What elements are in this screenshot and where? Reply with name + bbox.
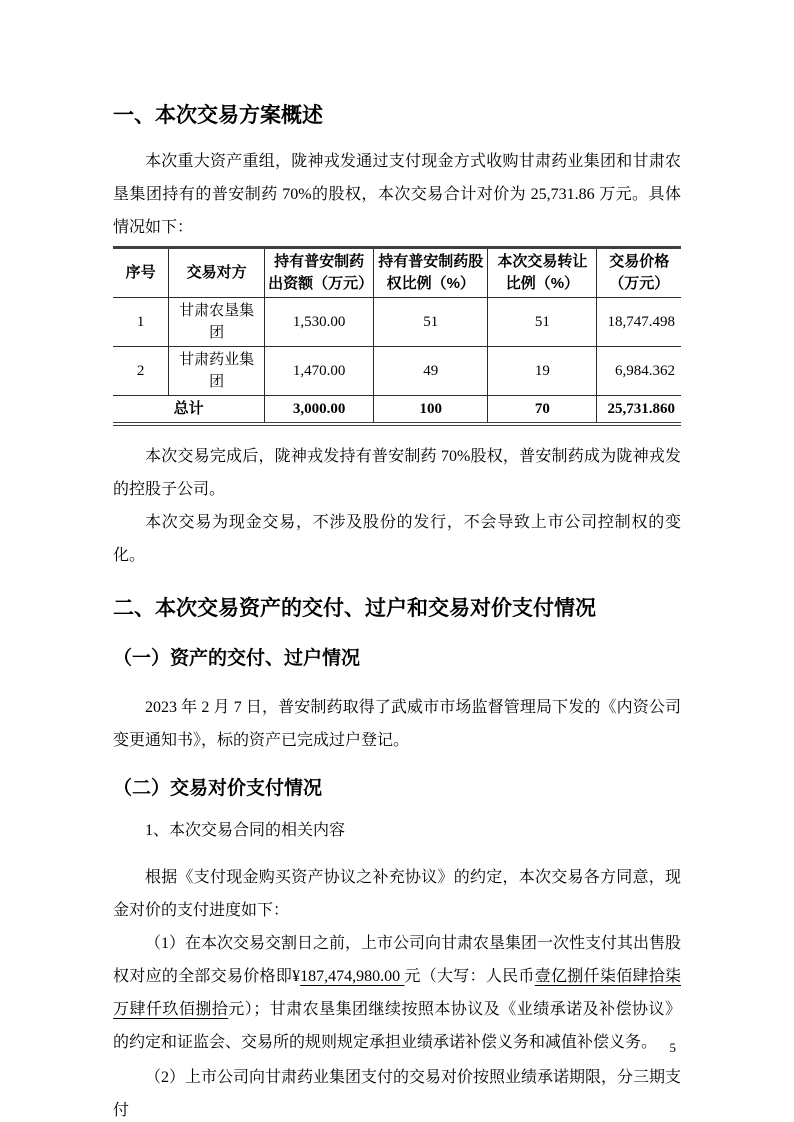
table-cell-index: 1	[113, 298, 169, 347]
table-total-equity-ratio: 100	[374, 396, 488, 425]
section2-sub1-heading: （一）资产的交付、过户情况	[113, 648, 361, 669]
table-cell-capital: 1,530.00	[265, 298, 374, 347]
table-cell-index: 2	[113, 347, 169, 396]
table-header-equity-ratio: 持有普安制药股权比例（%）	[374, 248, 488, 298]
table-cell-capital: 1,470.00	[265, 347, 374, 396]
page-number: 5	[669, 1040, 676, 1055]
table-row	[113, 347, 681, 396]
table-cell-transfer-ratio: 51	[488, 298, 597, 347]
table-header-counterparty: 交易对方	[169, 248, 265, 298]
payment1-amount-words: 壹亿捌仟柒佰肆拾柒万肆仟玖佰捌拾	[113, 968, 681, 1018]
table-header-index: 序号	[113, 248, 169, 298]
section1-cash-paragraph: 本次交易为现金交易，不涉及股份的发行，不会导致上市公司控制权的变化。	[113, 514, 681, 564]
table-cell-equity-ratio: 51	[374, 298, 488, 347]
payment1-text: （1）在本次交易交割日之前，上市公司向甘肃农垦集团一次性支付其出售股权对应的全部交易价格即¥	[113, 935, 682, 985]
table-cell-price: 6,984.362	[597, 347, 681, 396]
table-total-label: 总计	[113, 396, 265, 425]
table-header-transfer-ratio: 本次交易转让比例（%）	[488, 248, 597, 298]
table-row	[113, 298, 681, 347]
table-header-price: 交易价格（万元）	[597, 248, 681, 298]
section2-heading: 二、本次交易资产的交付、过户和交易对价支付情况	[113, 597, 596, 620]
table-header-capital: 持有普安制药出资额（万元）	[265, 248, 374, 298]
table-header-row	[113, 248, 681, 298]
section1-intro-paragraph: 本次重大资产重组，陇神戎发通过支付现金方式收购甘肃药业集团和甘肃农垦集团持有的普安制药 70%的股权，本次交易合计对价为 25,731.86 万元。具体情况如下：	[113, 153, 681, 236]
payment1-text: 元（大写：人民币	[404, 968, 535, 985]
table-cell-price: 18,747.498	[597, 298, 681, 347]
payment1-amount-numeric: 187,474,980.00	[300, 968, 405, 985]
table-cell-transfer-ratio: 19	[488, 347, 597, 396]
payment-term-2-paragraph: （2）上市公司向甘肃药业集团支付的交易对价按照业绩承诺期限，分三期支付	[113, 1069, 682, 1119]
table-total-price: 25,731.860	[597, 396, 681, 425]
section2-sub2-item-heading: 1、本次交易合同的相关内容	[145, 822, 346, 839]
table-cell-counterparty: 甘肃药业集团	[169, 347, 265, 396]
table-total-transfer-ratio: 70	[488, 396, 597, 425]
section2-sub1-paragraph: 2023 年 2 月 7 日，普安制药取得了武威市市场监督管理局下发的《内资公司变更通知书》，标的资产已完成过户登记。	[113, 699, 681, 749]
payment-term-1-paragraph	[113, 927, 681, 1059]
table-cell-counterparty: 甘肃农垦集团	[169, 298, 265, 347]
section2-sub2-heading: （二）交易对价支付情况	[113, 778, 323, 799]
section1-heading: 一、本次交易方案概述	[113, 104, 323, 127]
table-total-capital: 3,000.00	[265, 396, 374, 425]
transaction-summary-table	[113, 246, 681, 426]
payment1-text: 元）；甘肃农垦集团继续按照本协议及《业绩承诺及补偿协议》的约定和证监会、交易所的规则规定承担业绩承诺补偿义务和减值补偿义务。	[113, 1001, 681, 1051]
table-total-row	[113, 396, 681, 425]
table-cell-equity-ratio: 49	[374, 347, 488, 396]
section1-result-paragraph: 本次交易完成后，陇神戎发持有普安制药 70%股权，普安制药成为陇神戎发的控股子公司。	[113, 448, 681, 498]
section2-sub2-intro-paragraph: 根据《支付现金购买资产协议之补充协议》的约定，本次交易各方同意，现金对价的支付进度如下：	[113, 869, 681, 919]
